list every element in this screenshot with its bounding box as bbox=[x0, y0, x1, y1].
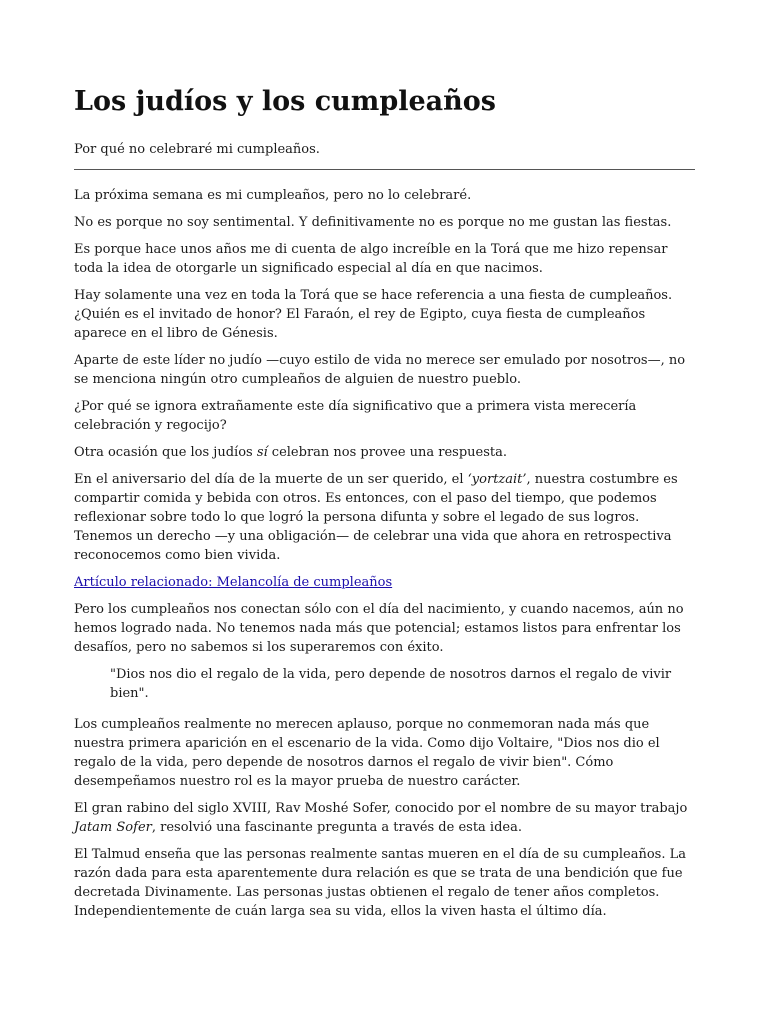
paragraph-8-text-a: En el aniversario del día de la muerte de un ser querido, el bbox=[74, 472, 468, 487]
paragraph-8-text-b: , nuestra costumbre es compartir comida y bebida con otros. Es entonces, con el paso del tiempo, que podemos reflexionar sobre todo lo que logró la persona difunta y sobre el legado de sus logros. Tenemos un derecho —y una obligación— de celebrar una vida que ahora en retrospectiva reconocemos como bien vivida. bbox=[74, 472, 678, 563]
paragraph-7 bbox=[74, 443, 695, 462]
paragraph-2: No es porque no soy sentimental. Y definitivamente no es porque no me gustan las fiestas. bbox=[74, 215, 672, 230]
paragraph-10: Los cumpleaños realmente no merecen aplauso, porque no conmemoran nada más que nuestra primera aparición en el escenario de la vida. Como dijo Voltaire, "Dios nos dio el regalo de la vida, pero depende de nosotros darnos el regalo de vivir bien". Cómo desempeñamos nuestro rol es la mayor prueba de nuestro carácter. bbox=[74, 717, 660, 789]
paragraph-11-text-a: El gran rabino del siglo XVIII, Rav Moshé Sofer, conocido por el nombre de su mayor trabajo bbox=[74, 801, 688, 816]
paragraph-11-emphasis: Jatam Sofer bbox=[74, 820, 152, 835]
paragraph-1: La próxima semana es mi cumpleaños, pero no lo celebraré. bbox=[74, 188, 472, 203]
page-title: Los judíos y los cumpleaños bbox=[74, 86, 496, 117]
article-subtitle: Por qué no celebraré mi cumpleaños. bbox=[74, 142, 320, 157]
paragraph-4: Hay solamente una vez en toda la Torá que se hace referencia a una fiesta de cumpleaños. ¿Quién es el invitado de honor? El Faraón, el rey de Egipto, cuya fiesta de cumpleaños aparece en el libro de Génesis. bbox=[74, 288, 673, 341]
quote-block: "Dios nos dio el regalo de la vida, pero depende de nosotros darnos el regalo de vivir bien". bbox=[110, 667, 672, 701]
paragraph-11 bbox=[74, 799, 695, 837]
paragraph-6: ¿Por qué se ignora extrañamente este día significativo que a primera vista merecería celebración y regocijo? bbox=[74, 399, 637, 433]
paragraph-3: Es porque hace unos años me di cuenta de algo increíble en la Torá que me hizo repensar toda la idea de otorgarle un significado especial al día en que nacimos. bbox=[74, 242, 668, 276]
paragraph-9: Pero los cumpleaños nos conectan sólo con el día del nacimiento, y cuando nacemos, aún no hemos logrado nada. No tenemos nada más que potencial; estamos listos para enfrentar los desafíos, pero no sabemos si los superaremos con éxito. bbox=[74, 602, 684, 655]
paragraph-5: Aparte de este líder no judío —cuyo estilo de vida no merece ser emulado por nosotros—, no se menciona ningún otro cumpleaños de alguien de nuestro pueblo. bbox=[74, 353, 686, 387]
paragraph-7-emphasis: sí bbox=[256, 445, 268, 460]
paragraph-7-text-a: Otra ocasión que los judíos bbox=[74, 445, 257, 460]
paragraph-12: El Talmud enseña que las personas realmente santas mueren en el día de su cumpleaños. La razón dada para esta aparentemente dura relación es que se trata de una bendición que fue decretada Divinamente. Las personas justas obtienen el regalo de tener años completos. Independientemente de cuán larga sea su vida, ellos la viven hasta el último día. bbox=[74, 847, 687, 919]
related-article-paragraph bbox=[74, 573, 695, 592]
title-divider bbox=[74, 169, 695, 170]
paragraph-11-text-b: , resolvió una fascinante pregunta a través de esta idea. bbox=[151, 820, 522, 835]
paragraph-8 bbox=[74, 470, 695, 565]
paragraph-7-text-b: celebran nos provee una respuesta. bbox=[267, 445, 508, 460]
paragraph-8-emphasis: ‘yortzait’ bbox=[467, 472, 527, 487]
article-body bbox=[74, 84, 695, 929]
related-article-link[interactable]: Artículo relacionado: Melancolía de cumpleaños bbox=[74, 575, 393, 590]
